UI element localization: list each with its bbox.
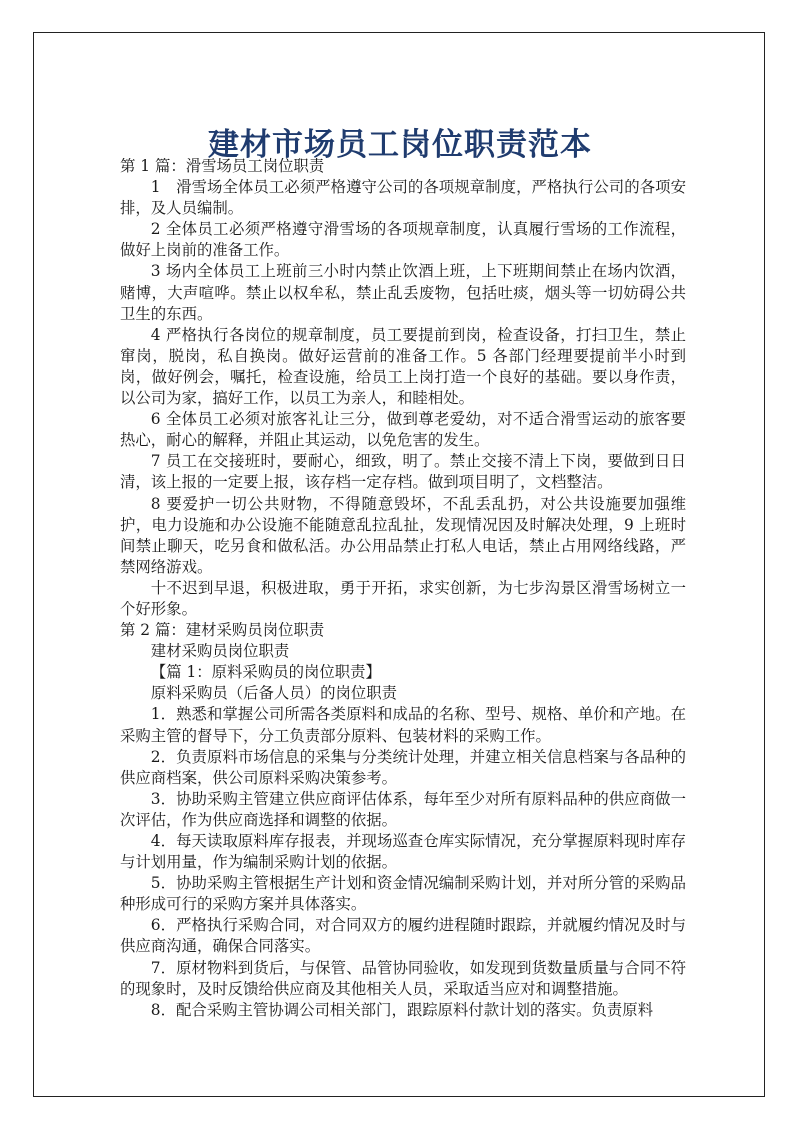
paragraph: 8．配合采购主管协调公司相关部门，跟踪原料付款计划的落实。负责原料 xyxy=(150,1000,654,1019)
paragraph: 6 全体员工必须对旅客礼让三分，做到尊老爱幼，对不适合滑雪运动的旅客要热心，耐心的解释，并阻止其运动，以免危害的发生。 xyxy=(120,410,686,450)
paragraph: 1 滑雪场全体员工必须严格遵守公司的各项规章制度，严格执行公司的各项安排，及人员编制。 xyxy=(120,178,686,218)
paragraph: 第 1 篇：滑雪场员工岗位职责 xyxy=(120,157,325,175)
paragraph: 4．每天读取原料库存报表，并现场巡查仓库实际情况，充分掌握原料现时库存与计划用量，作为编制采购计划的依据。 xyxy=(120,832,686,872)
paragraph: 4 严格执行各岗位的规章制度，员工要提前到岗，检查设备，打扫卫生，禁止窜岗，脱岗，私自换岗。做好运营前的准备工作。5 各部门经理要提前半小时到岗，做好例会，嘱托，检查设施，给员工上岗打造一个良好的基础。要以身作责，以公司为家，搞好工作，以员工为亲人，和睦相处。 xyxy=(120,325,686,408)
paragraph: 第 2 篇：建材采购员岗位职责 xyxy=(120,621,325,640)
paragraph: 3 场内全体员工上班前三小时内禁止饮酒上班，上下班期间禁止在场内饮酒，赌博，大声喧哗。禁止以权牟私，禁止乱丢废物，包括吐痰，烟头等一切妨碍公共卫生的东西。 xyxy=(120,262,686,323)
paragraph: 3．协助采购主管建立供应商评估体系，每年至少对所有原料品种的供应商做一次评估，作为供应商选择和调整的依据。 xyxy=(120,789,686,829)
paragraph: 5．协助采购主管根据生产计划和资金情况编制采购计划，并对所分管的采购品种形成可行的采购方案并具体落实。 xyxy=(120,874,686,914)
paragraph: 【篇 1：原料采购员的岗位职责】 xyxy=(150,663,381,682)
paragraph: 原料采购员（后备人员）的岗位职责 xyxy=(150,684,398,703)
paragraph: 2 全体员工必须严格遵守滑雪场的各项规章制度，认真履行雪场的工作流程，做好上岗前的准备工作。 xyxy=(120,220,686,260)
paragraph: 2．负责原料市场信息的采集与分类统计处理，并建立相关信息档案与各品种的供应商档案，供公司原料采购决策参考。 xyxy=(120,747,686,787)
document-body xyxy=(120,156,686,1021)
paragraph: 十不迟到早退，积极进取，勇于开拓，求实创新，为七步沟景区滑雪场树立一个好形象。 xyxy=(120,578,686,618)
paragraph: 1．熟悉和掌握公司所需各类原料和成品的名称、型号、规格、单价和产地。在采购主管的督导下，分工负责部分原料、包装材料的采购工作。 xyxy=(120,705,686,745)
paragraph: 8 要爱护一切公共财物，不得随意毁坏，不乱丢乱扔，对公共设施要加强维护，电力设施和办公设施不能随意乱拉乱扯，发现情况因及时解决处理，9 上班时间禁止聊天，吃另食和做私活。办公用品禁止打私人电话，禁止占用网络线路，严禁网络游戏。 xyxy=(120,494,686,576)
paragraph: 建材采购员岗位职责 xyxy=(150,642,290,661)
document-title: 建材市场员工岗位职责范本 xyxy=(208,126,592,163)
paragraph: 7 员工在交接班时，要耐心，细致，明了。禁止交接不清上下岗，要做到日日清，该上报的一定要上报，该存档一定存档。做到项目明了，文档整洁。 xyxy=(120,452,686,492)
paragraph: 6．严格执行采购合同，对合同双方的履约进程随时跟踪，并就履约情况及时与供应商沟通，确保合同落实。 xyxy=(120,916,686,956)
paragraph: 7．原材物料到货后，与保管、品管协同验收，如发现到货数量质量与合同不符的现象时，及时反馈给供应商及其他相关人员，采取适当应对和调整措施。 xyxy=(120,958,686,998)
